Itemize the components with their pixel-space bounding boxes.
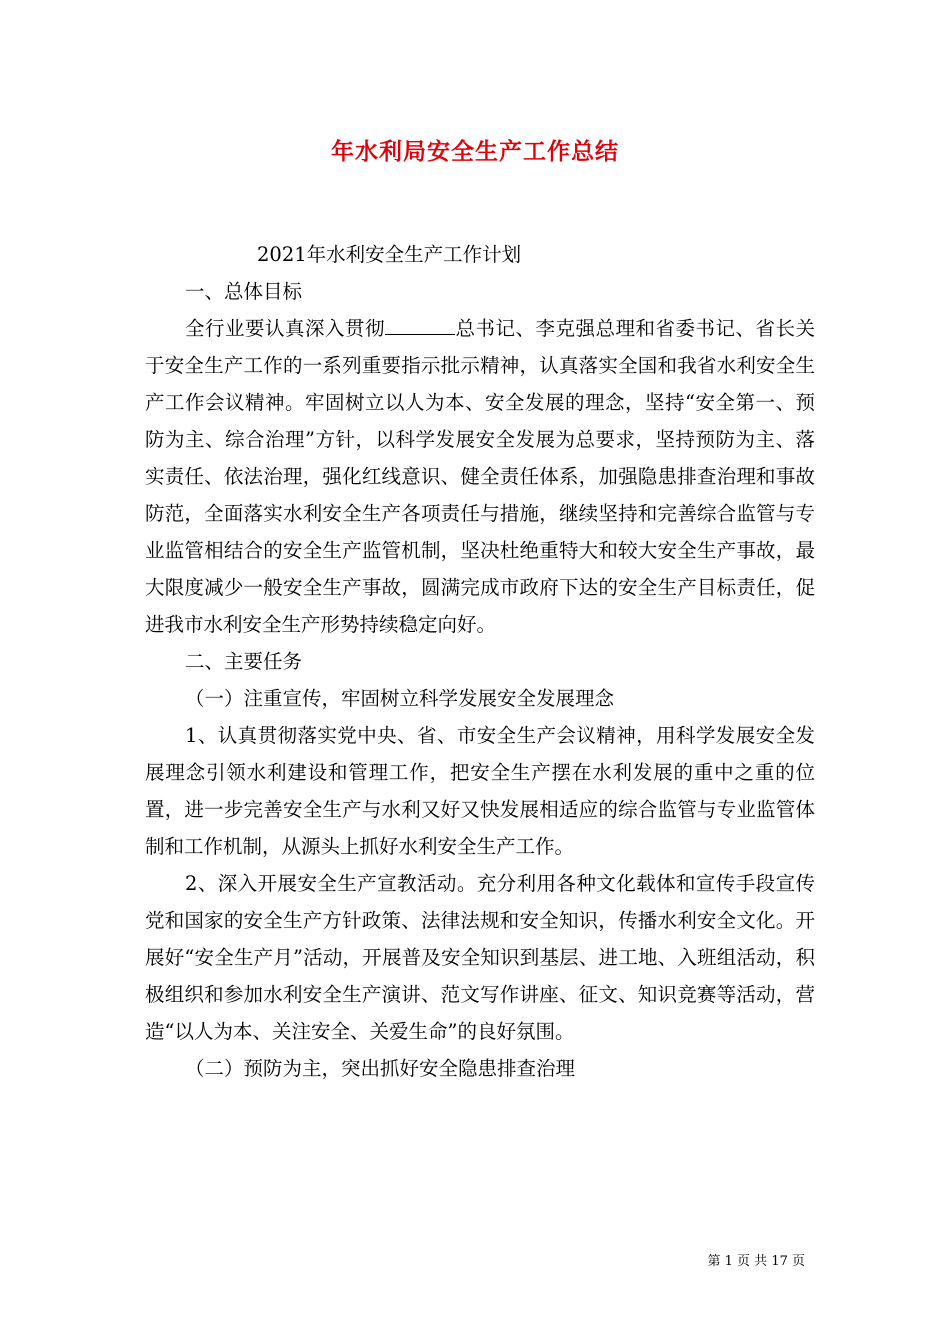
document-body [145,236,815,1087]
paragraph-goal-lead: 全行业要认真深入贯彻 [185,317,385,340]
paragraph-goal [145,310,815,643]
paragraph-task1-item1: 1、认真贯彻落实党中央、省、市安全生产会议精神，用科学发展安全发展理念引领水利建设和管理工作，把安全生产摆在水利发展的重中之重的位置，进一步完善安全生产与水利又好又快发展相适应的综合监管与专业监管体制和工作机制，从源头上抓好水利安全生产工作。 [145,724,815,858]
blank-underline [385,318,455,335]
paragraph-goal-rest: 总书记、李克强总理和省委书记、省长关于安全生产工作的一系列重要指示批示精神，认真落实全国和我省水利安全生产工作会议精神。牢固树立以人为本、安全发展的理念，坚持“安全第一、预防为主、综合治理”方针，以科学发展安全发展为总要求，坚持预防为主、落实责任、依法治理，强化红线意识、健全责任体系，加强隐患排查治理和事故防范，全面落实水利安全生产各项责任与措施，继续坚持和完善综合监管与专业监管相结合的安全生产监管机制，坚决杜绝重特大和较大安全生产事故，最大限度减少一般安全生产事故，圆满完成市政府下达的安全生产目标责任，促进我市水利安全生产形势持续稳定向好。 [145,317,815,636]
subsection-heading-1: （一）注重宣传，牢固树立科学发展安全发展理念 [185,687,615,710]
subsection-heading-2: （二）预防为主，突出抓好安全隐患排查治理 [185,1057,576,1080]
section-heading-tasks: 二、主要任务 [185,650,303,673]
plan-subtitle: 2021年水利安全生产工作计划 [257,243,522,266]
paragraph-task1-item2: 2、深入开展安全生产宣教活动。充分利用各种文化载体和宣传手段宣传党和国家的安全生产方针政策、法律法规和安全知识，传播水利安全文化。开展好“安全生产月”活动，开展普及安全知识到基层、进工地、入班组活动，积极组织和参加水利安全生产演讲、范文写作讲座、征文、知识竞赛等活动，营造“以人为本、关注安全、关爱生命”的良好氛围。 [145,872,815,1043]
document-title: 年水利局安全生产工作总结 [331,139,619,165]
section-heading-goal: 一、总体目标 [185,280,303,303]
page-number: 第 1 页 共 17 页 [707,1254,805,1269]
